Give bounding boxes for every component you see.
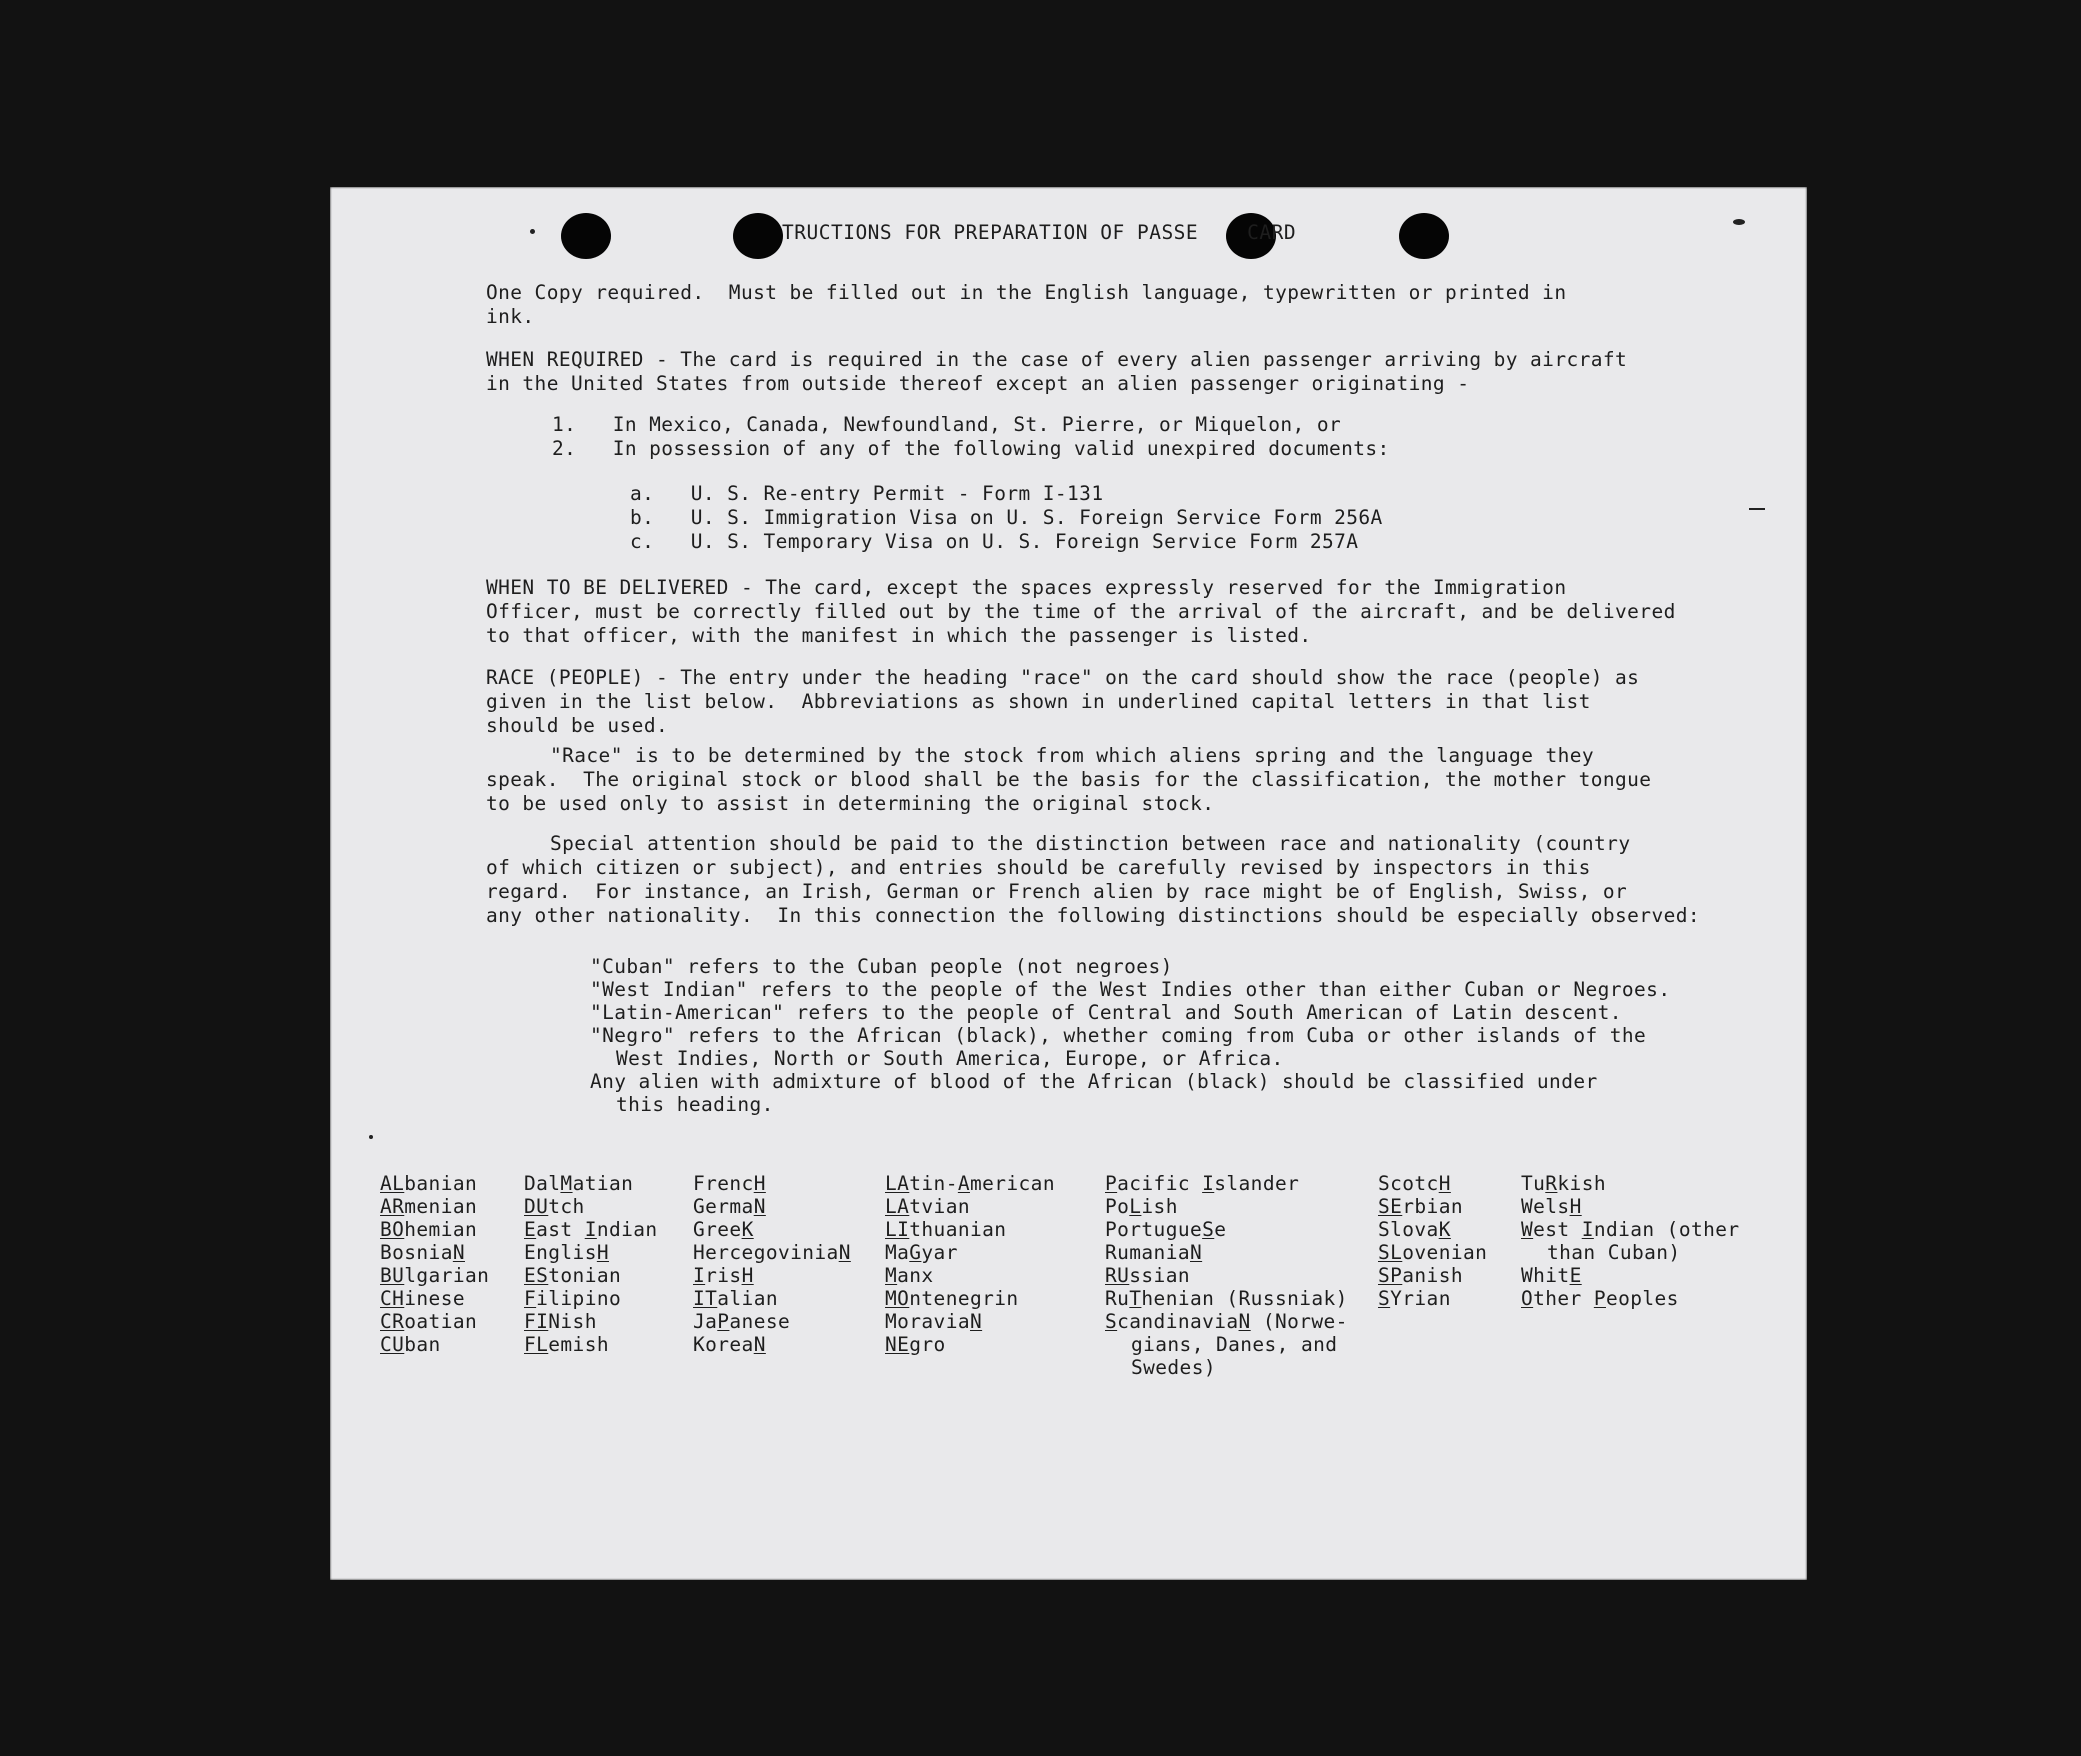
race-entry: [1105, 1333, 1348, 1356]
race-text: Nish: [548, 1310, 597, 1333]
race-entry: [885, 1218, 1055, 1241]
punch-hole-2: [733, 213, 783, 259]
race-abbreviation: CR: [380, 1310, 405, 1333]
text-line: "Race" is to be determined by the stock from which aliens spring and the language they: [550, 744, 1595, 767]
race-abbreviation: N: [1189, 1241, 1203, 1264]
race-text: gians, Danes, and: [1131, 1333, 1338, 1356]
race-entry: [1105, 1241, 1348, 1264]
race-text: eoples: [1605, 1287, 1679, 1310]
race-entry: [693, 1195, 851, 1218]
race-text: anese: [729, 1310, 791, 1333]
race-abbreviation: AR: [380, 1195, 405, 1218]
race-entry: [885, 1310, 1055, 1333]
race-abbreviation: RU: [1105, 1264, 1130, 1287]
race-entry: [693, 1264, 851, 1287]
race-entry: [885, 1264, 1055, 1287]
text-line: given in the list below. Abbreviations as shown in underlined capital letters in that list: [486, 690, 1591, 713]
race-entry: [885, 1287, 1055, 1310]
text-line: WHEN TO BE DELIVERED - The card, except the spaces expressly reserved for the Immigration: [486, 576, 1567, 599]
race-text: ssian: [1129, 1264, 1190, 1287]
race-abbreviation: N: [753, 1195, 766, 1218]
race-abbreviation: O: [1521, 1287, 1534, 1310]
race-abbreviation: H: [1438, 1172, 1451, 1195]
race-text: (Norwe-: [1250, 1310, 1348, 1333]
race-entry: [1105, 1218, 1348, 1241]
race-entry: [693, 1310, 851, 1333]
race-text: est: [1533, 1218, 1582, 1241]
race-abbreviation: K: [1438, 1218, 1451, 1241]
race-abbreviation: P: [717, 1310, 730, 1333]
race-abbreviation: E: [524, 1218, 537, 1241]
text-line: One Copy required. Must be filled out in the English language, typewritten or printed in: [486, 281, 1567, 304]
race-abbreviation: N: [969, 1310, 983, 1333]
list-item: 1. In Mexico, Canada, Newfoundland, St. Pierre, or Miquelon, or: [552, 413, 1342, 436]
race-entry: [1521, 1172, 1740, 1195]
definition-item: Any alien with admixture of blood of the African (black) should be classified under: [590, 1070, 1598, 1093]
race-text: Hercegovinia: [693, 1241, 839, 1264]
race-entry: [1521, 1287, 1740, 1310]
race-text: Swedes): [1131, 1356, 1216, 1379]
punch-hole-1: [561, 213, 611, 259]
race-abbreviation: LA: [885, 1172, 910, 1195]
race-abbreviation: F: [524, 1287, 537, 1310]
origin-list: [552, 413, 1852, 461]
race-text: Dal: [524, 1172, 561, 1195]
race-entry: [380, 1287, 489, 1310]
race-text: candinavia: [1117, 1310, 1239, 1333]
race-text: Germa: [693, 1195, 754, 1218]
definition-item-continued: this heading.: [616, 1093, 774, 1116]
race-entry: [693, 1333, 851, 1356]
stock-paragraph: [486, 744, 1786, 816]
race-text: emish: [548, 1333, 609, 1356]
race-text: tch: [548, 1195, 585, 1218]
race-paragraph: [486, 666, 1786, 738]
list-item: a. U. S. Re-entry Permit - Form I-131: [630, 482, 1104, 505]
race-entry: [1378, 1218, 1487, 1241]
race-text: Slova: [1378, 1218, 1439, 1241]
race-column-7: [1521, 1172, 1740, 1310]
race-text: ast: [536, 1218, 585, 1241]
special-attention-paragraph: [486, 832, 1786, 928]
race-text: ther: [1533, 1287, 1594, 1310]
race-text: anish: [1402, 1264, 1463, 1287]
race-entry: [524, 1172, 658, 1195]
definition-item: "Latin-American" refers to the people of Central and South American of Latin descent.: [590, 1001, 1622, 1024]
race-abbreviation: LA: [885, 1195, 910, 1218]
race-entry: [524, 1218, 658, 1241]
race-column-3: [693, 1172, 851, 1356]
definitions-list: [590, 955, 1890, 1116]
race-entry: [380, 1195, 489, 1218]
text-line: of which citizen or subject), and entries should be carefully revised by inspectors in this: [486, 856, 1591, 879]
race-entry: [1105, 1287, 1348, 1310]
race-entry: [524, 1310, 658, 1333]
race-column-4: [885, 1172, 1055, 1356]
race-abbreviation: DU: [524, 1195, 549, 1218]
race-entry: [1521, 1195, 1740, 1218]
race-text: gro: [909, 1333, 946, 1356]
race-abbreviation: H: [741, 1264, 754, 1287]
definition-item: "Cuban" refers to the Cuban people (not negroes): [590, 955, 1173, 978]
when-delivered-paragraph: [486, 576, 1786, 648]
text-line: should be used.: [486, 714, 669, 737]
race-abbreviation: S: [1202, 1218, 1215, 1241]
text-line: Officer, must be correctly filled out by the time of the arrival of the aircraft, and be delivered: [486, 600, 1676, 623]
race-abbreviation: SP: [1378, 1264, 1403, 1287]
race-text: kish: [1557, 1172, 1606, 1195]
race-entry: [693, 1172, 851, 1195]
race-abbreviation: H: [596, 1241, 609, 1264]
race-text: atian: [572, 1172, 634, 1195]
race-abbreviation: I: [693, 1264, 706, 1287]
race-abbreviation: S: [1105, 1310, 1118, 1333]
race-text: Tu: [1521, 1172, 1546, 1195]
race-entry: [524, 1195, 658, 1218]
race-text: Korea: [693, 1333, 754, 1356]
race-entry: [885, 1172, 1055, 1195]
race-entry: [1521, 1241, 1740, 1264]
race-text: ndian: [596, 1218, 658, 1241]
race-entry: [380, 1172, 489, 1195]
race-entry: [1105, 1310, 1348, 1333]
race-entry: [524, 1333, 658, 1356]
race-text: rbian: [1402, 1195, 1463, 1218]
text-line: any other nationality. In this connection the following distinctions should be especially observed:: [486, 904, 1700, 927]
text-line: speak. The original stock or blood shall be the basis for the classification, the mother tongue: [486, 768, 1652, 791]
race-text: henian (Russniak): [1141, 1287, 1348, 1310]
race-abbreviation: T: [1129, 1287, 1142, 1310]
race-column-6: [1378, 1172, 1487, 1310]
race-text: Po: [1105, 1195, 1130, 1218]
race-entry: [1378, 1195, 1487, 1218]
text-line: Special attention should be paid to the distinction between race and nationality (country: [550, 832, 1631, 855]
race-entry: [1378, 1264, 1487, 1287]
race-text: Ru: [1105, 1287, 1130, 1310]
race-entry: [1105, 1195, 1348, 1218]
race-column-2: [524, 1172, 658, 1356]
race-text: Scotc: [1378, 1172, 1439, 1195]
race-abbreviation: IT: [693, 1287, 718, 1310]
race-abbreviation: E: [1569, 1264, 1582, 1287]
race-abbreviation: ES: [524, 1264, 549, 1287]
race-abbreviation: G: [909, 1241, 922, 1264]
speck: [369, 1135, 373, 1139]
race-abbreviation: N: [753, 1333, 766, 1356]
race-entry: [380, 1333, 489, 1356]
race-text: ndian (other: [1593, 1218, 1740, 1241]
race-abbreviation: S: [1378, 1287, 1391, 1310]
list-item: c. U. S. Temporary Visa on U. S. Foreign Service Form 257A: [630, 530, 1359, 553]
race-entry: [1105, 1172, 1348, 1195]
race-abbreviation: H: [753, 1172, 766, 1195]
race-entry: [524, 1264, 658, 1287]
race-entry: [380, 1241, 489, 1264]
when-required-paragraph: [486, 348, 1786, 396]
race-entry: [1105, 1356, 1348, 1379]
race-abbreviation: R: [1545, 1172, 1558, 1195]
race-entry: [693, 1241, 851, 1264]
copy-paragraph: [486, 281, 1786, 329]
race-entry: [693, 1218, 851, 1241]
race-abbreviation: FI: [524, 1310, 549, 1333]
punch-hole-4: [1399, 213, 1449, 259]
race-abbreviation: CU: [380, 1333, 405, 1356]
race-entry: [1521, 1218, 1740, 1241]
race-entry: [1378, 1287, 1487, 1310]
race-text: Ma: [885, 1241, 910, 1264]
speck: [530, 229, 535, 234]
race-text: Wels: [1521, 1195, 1570, 1218]
definition-item: "West Indian" refers to the people of the West Indies other than either Cuban or Negroes.: [590, 978, 1671, 1001]
race-text: than Cuban): [1547, 1241, 1681, 1264]
race-abbreviation: NE: [885, 1333, 910, 1356]
race-entry: [1105, 1264, 1348, 1287]
race-abbreviation: MO: [885, 1287, 910, 1310]
text-line: to be used only to assist in determining the original stock.: [486, 792, 1215, 815]
race-text: acific: [1117, 1172, 1203, 1195]
definition-item-continued: West Indies, North or South America, Europe, or Africa.: [616, 1047, 1284, 1070]
race-entry: [885, 1333, 1055, 1356]
race-entry: [380, 1218, 489, 1241]
race-entry: [1378, 1241, 1487, 1264]
race-abbreviation: K: [741, 1218, 754, 1241]
race-abbreviation: I: [584, 1218, 597, 1241]
race-text: alian: [717, 1287, 778, 1310]
race-text: tvian: [909, 1195, 970, 1218]
race-abbreviation: P: [1593, 1287, 1606, 1310]
race-abbreviation: W: [1521, 1218, 1534, 1241]
race-abbreviation: N: [452, 1241, 465, 1264]
race-text: Englis: [524, 1241, 597, 1264]
race-text: Gree: [693, 1218, 742, 1241]
list-item: b. U. S. Immigration Visa on U. S. Foreign Service Form 256A: [630, 506, 1383, 529]
race-text: Portugue: [1105, 1218, 1203, 1241]
race-text: Yrian: [1390, 1287, 1451, 1310]
text-line: to that officer, with the manifest in which the passenger is listed.: [486, 624, 1312, 647]
race-column-1: [380, 1172, 489, 1356]
race-entry: [524, 1241, 658, 1264]
text-line: WHEN REQUIRED - The card is required in the case of every alien passenger arriving by aircraft: [486, 348, 1628, 371]
race-abbreviation: BO: [380, 1218, 405, 1241]
race-entry: [1378, 1172, 1487, 1195]
race-text: ris: [705, 1264, 742, 1287]
race-text: Moravia: [885, 1310, 970, 1333]
race-text: ilipino: [536, 1287, 622, 1310]
race-entry: [885, 1195, 1055, 1218]
race-text: tin-: [909, 1172, 958, 1195]
text-line: ink.: [486, 305, 535, 328]
race-abbreviation: SE: [1378, 1195, 1403, 1218]
race-abbreviation: M: [560, 1172, 573, 1195]
race-text: Ja: [693, 1310, 718, 1333]
race-text: e: [1214, 1218, 1227, 1241]
race-abbreviation: BU: [380, 1264, 405, 1287]
race-column-5: [1105, 1172, 1348, 1379]
race-text: slander: [1214, 1172, 1300, 1195]
race-text: Bosnia: [380, 1241, 453, 1264]
race-abbreviation: AL: [380, 1172, 405, 1195]
speck: [1733, 219, 1745, 225]
page-title: [782, 221, 1296, 244]
list-item: 2. In possession of any of the following valid unexpired documents:: [552, 437, 1390, 460]
race-abbreviation: H: [1569, 1195, 1582, 1218]
race-text: inese: [404, 1287, 465, 1310]
race-abbreviation: L: [1129, 1195, 1142, 1218]
race-text: ntenegrin: [909, 1287, 1019, 1310]
race-entry: [1521, 1264, 1740, 1287]
document-list: [630, 482, 1930, 554]
race-abbreviation: A: [957, 1172, 970, 1195]
race-entry: [380, 1310, 489, 1333]
race-abbreviation: N: [1238, 1310, 1251, 1333]
race-text: menian: [404, 1195, 478, 1218]
race-abbreviation: M: [885, 1264, 898, 1287]
race-text: Whit: [1521, 1264, 1570, 1287]
text-line: regard. For instance, an Irish, German or French alien by race might be of English, Swiss, or: [486, 880, 1628, 903]
race-abbreviation: CH: [380, 1287, 405, 1310]
race-text: tonian: [548, 1264, 622, 1287]
race-entry: [524, 1287, 658, 1310]
text-line: in the United States from outside thereof except an alien passenger originating -: [486, 372, 1470, 395]
text-line: RACE (PEOPLE) - The entry under the heading "race" on the card should show the race (people) as: [486, 666, 1640, 689]
race-text: ish: [1141, 1195, 1178, 1218]
race-abbreviation: LI: [885, 1218, 910, 1241]
race-text: hemian: [404, 1218, 478, 1241]
race-text: Frenc: [693, 1172, 754, 1195]
race-text: yar: [921, 1241, 958, 1264]
race-abbreviation: FL: [524, 1333, 549, 1356]
race-text: ban: [404, 1333, 441, 1356]
race-text: thuanian: [909, 1218, 1007, 1241]
race-text: banian: [404, 1172, 478, 1195]
race-entry: [380, 1264, 489, 1287]
race-abbreviation: I: [1581, 1218, 1594, 1241]
definition-item: "Negro" refers to the African (black), whether coming from Cuba or other islands of the: [590, 1024, 1647, 1047]
race-entry: [693, 1287, 851, 1310]
race-entry: [885, 1241, 1055, 1264]
page-title-text: TRUCTIONS FOR PREPARATION OF PASSE CARD: [782, 221, 1297, 244]
race-text: oatian: [404, 1310, 478, 1333]
race-abbreviation: I: [1202, 1172, 1215, 1195]
race-text: Rumania: [1105, 1241, 1190, 1264]
race-text: merican: [969, 1172, 1055, 1195]
race-text: lgarian: [404, 1264, 490, 1287]
race-abbreviation: P: [1105, 1172, 1118, 1195]
race-abbreviation: N: [838, 1241, 851, 1264]
race-text: anx: [897, 1264, 934, 1287]
race-abbreviation: SL: [1378, 1241, 1403, 1264]
race-text: ovenian: [1402, 1241, 1488, 1264]
